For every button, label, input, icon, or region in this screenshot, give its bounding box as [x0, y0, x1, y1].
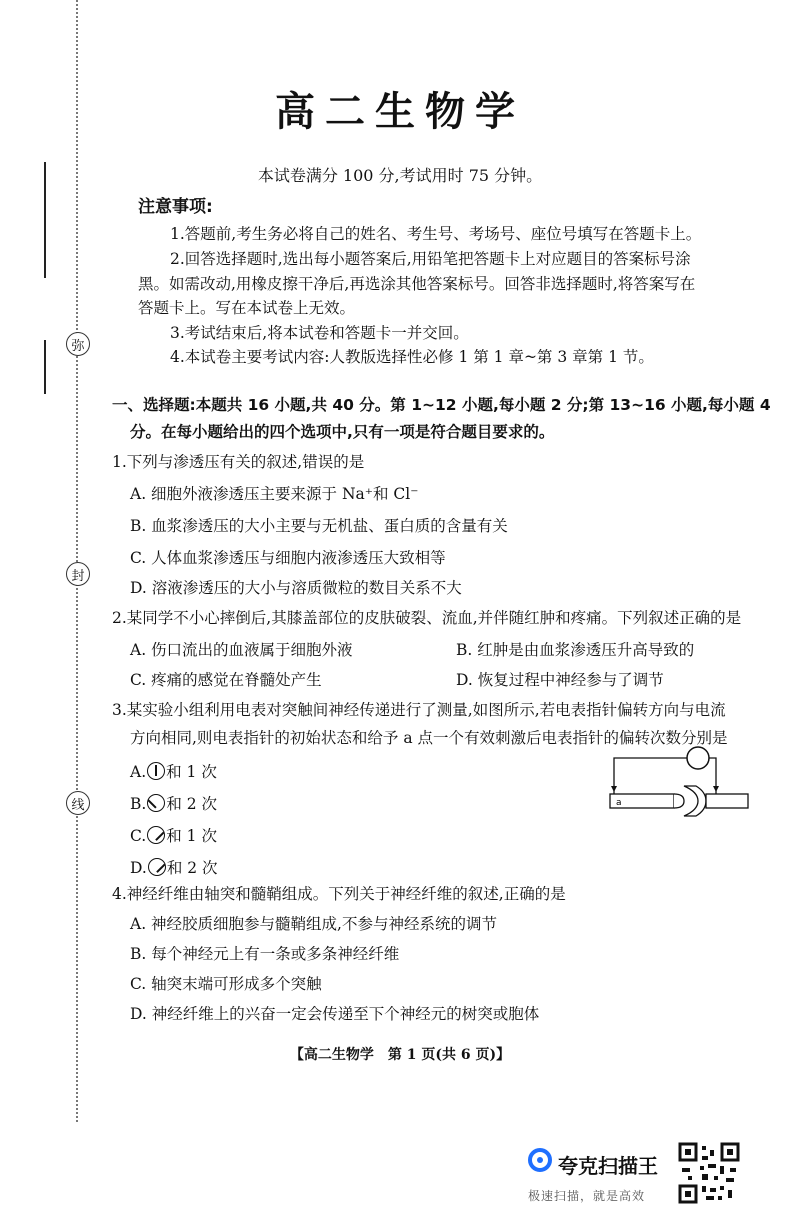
q1-option-a: A. 细胞外液渗透压主要来源于 Na⁺和 Cl⁻ [130, 485, 419, 503]
q4-option-c: C. 轴突末端可形成多个突触 [130, 975, 322, 993]
q2-stem: 2.某同学不小心摔倒后,其膝盖部位的皮肤破裂、流血,并伴随红肿和疼痛。下列叙述正确的是 [112, 609, 742, 627]
stimulus-point-label: a [616, 798, 622, 808]
q1-stem: 1.下列与渗透压有关的叙述,错误的是 [112, 453, 365, 471]
q3-option-c-prefix: C. [130, 827, 147, 845]
right-electrode-arrow [713, 786, 719, 792]
notice-heading: 注意事项: [138, 197, 213, 217]
seal-feng: 封 [66, 562, 90, 586]
meter-needle-right-icon [147, 826, 165, 844]
q3-option-d [130, 856, 218, 878]
q3-option-b-suffix: 和 2 次 [166, 795, 218, 813]
page-title: 高二生物学 [275, 89, 525, 135]
q3-option-b-prefix: B. [130, 795, 147, 813]
q4-option-d: D. 神经纤维上的兴奋一定会传递至下个神经元的树突或胞体 [130, 1005, 540, 1023]
left-electrode-arrow [611, 786, 617, 792]
synapse-ammeter-diagram [604, 742, 754, 834]
notice-item-4: 4.本试卷主要考试内容:人教版选择性必修 1 第 1 章~第 3 章第 1 节。 [170, 348, 654, 366]
seal-xian: 线 [66, 791, 90, 815]
q4-stem: 4.神经纤维由轴突和髓鞘组成。下列关于神经纤维的叙述,正确的是 [112, 885, 566, 903]
qr-code-icon [678, 1142, 740, 1204]
notice-item-2-line-2: 黑。如需改动,用橡皮擦干净后,再选涂其他答案标号。回答非选择题时,将答案写在 [138, 275, 696, 293]
q2-option-d: D. 恢复过程中神经参与了调节 [456, 671, 664, 689]
q4-option-a: A. 神经胶质细胞参与髓鞘组成,不参与神经系统的调节 [130, 915, 497, 933]
seal-mi: 弥 [66, 332, 90, 356]
q4-option-b: B. 每个神经元上有一条或多条神经纤维 [130, 945, 400, 963]
q1-option-d: D. 溶液渗透压的大小与溶质微粒的数目关系不大 [130, 579, 462, 597]
watermark-brand: 夸克扫描王 [558, 1154, 658, 1178]
q3-option-c [130, 824, 217, 846]
notice-item-3: 3.考试结束后,将本试卷和答题卡一并交回。 [170, 324, 469, 342]
q3-stem-line-2: 方向相同,则电表指针的初始状态和给予 a 点一个有效刺激后电表指针的偏转次数分别是 [130, 729, 728, 747]
meter-needle-left-icon [147, 794, 165, 812]
q3-option-a-prefix: A. [130, 763, 147, 781]
left-wire [614, 758, 687, 794]
q1-option-c: C. 人体血浆渗透压与细胞内液渗透压大致相等 [130, 549, 446, 567]
q3-option-c-suffix: 和 1 次 [166, 827, 217, 845]
q2-option-a: A. 伤口流出的血液属于细胞外液 [130, 641, 353, 659]
quark-logo-icon [528, 1148, 552, 1172]
notice-item-2-line-1: 2.回答选择题时,选出每小题答案后,用铅笔把答题卡上对应题目的答案标号涂 [170, 250, 691, 268]
postsynaptic-membrane [684, 786, 706, 816]
meter-needle-right-icon [148, 858, 166, 876]
q3-stem-line-1: 3.某实验小组利用电表对突触间神经传递进行了测量,如图所示,若电表指针偏转方向与电流 [112, 701, 726, 719]
section-1-instructions-line-1: 一、选择题:本题共 16 小题,共 40 分。第 1~12 小题,每小题 2 分;第 13~16 小题,每小题 4 [112, 396, 771, 414]
section-1-instructions-line-2: 分。在每小题给出的四个选项中,只有一项是符合题目要求的。 [130, 423, 555, 441]
postsynaptic-fiber [706, 794, 748, 808]
q3-option-d-prefix: D. [130, 859, 147, 877]
ammeter-circle [687, 747, 709, 769]
q3-option-a-suffix: 和 1 次 [166, 763, 217, 781]
q1-option-b: B. 血浆渗透压的大小主要与无机盐、蛋白质的含量有关 [130, 517, 508, 535]
q3-option-b [130, 792, 217, 814]
notice-item-1: 1.答题前,考生务必将自己的姓名、考生号、考场号、座位号填写在答题卡上。 [170, 225, 702, 243]
q2-option-c: C. 疼痛的感觉在脊髓处产生 [130, 671, 322, 689]
binding-bar-bottom [44, 340, 46, 394]
q2-option-b: B. 红肿是由血浆渗透压升高导致的 [456, 641, 695, 659]
q3-option-a [130, 760, 217, 782]
q3-option-d-suffix: 和 2 次 [166, 859, 218, 877]
axon-terminal [674, 794, 684, 808]
watermark-slogan: 极速扫描，就是高效 [528, 1189, 646, 1203]
page-footer: 【高二生物学 第 1 页(共 6 页)】 [289, 1047, 511, 1063]
notice-item-2-line-3: 答题卡上。写在本试卷上无效。 [138, 299, 356, 317]
meter-needle-up-icon [147, 762, 165, 780]
exam-info: 本试卷满分 100 分,考试用时 75 分钟。 [257, 166, 543, 185]
